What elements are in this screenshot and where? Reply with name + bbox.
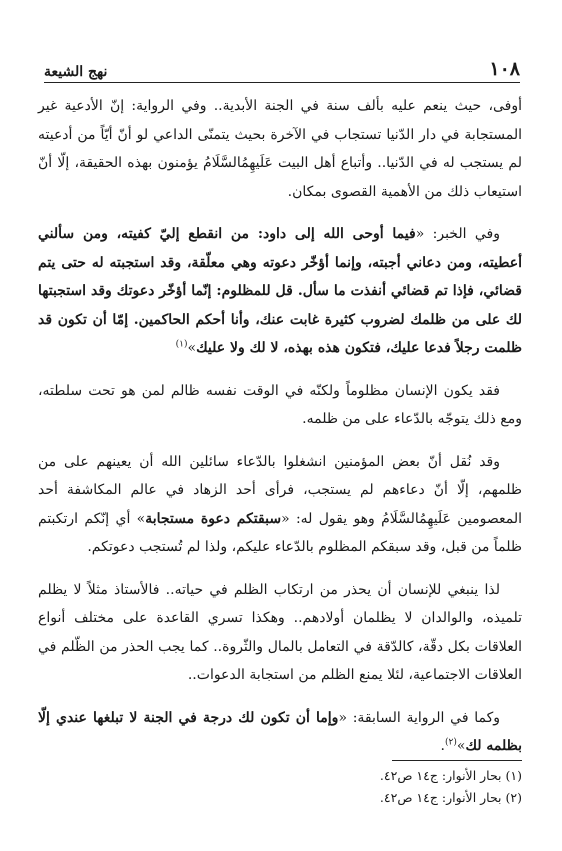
footnote-ref-1: (١): [175, 339, 188, 350]
running-title: نهج الشيعة: [44, 64, 108, 80]
footnote-1: (١) بحار الأنوار: ج١٤ ص٤٢.: [379, 768, 522, 783]
paragraph-6-end: .: [440, 738, 445, 754]
paragraph-3: [38, 377, 522, 434]
paragraph-4: [38, 448, 522, 562]
footnotes: [38, 760, 522, 809]
paragraph-6-intro: وكما في الرواية السابقة: «: [338, 709, 500, 726]
paragraph-2-intro: وفي الخبر: «: [415, 226, 500, 242]
paragraph-4-part1: وقد نُقل أنّ بعض المؤمنين انشغلوا بالدّعاء سائلين الله أن يعينهم على من ظلمهم، إلّا أنّ دعاءهم لم يستجب، فرأى أحد الزهاد في عالم المكاشفة أحد المعصومين عَلَيهِمُالسَّلَامُ وهو يقول له: «: [38, 453, 522, 527]
paragraph-5: [38, 576, 522, 690]
paragraph-1-text: أوفى، حيث ينعم عليه بألف سنة في الجنة الأبدية.. وفي الرواية: إنّ الأدعية غير المستجابة في دار الدّنيا تستجاب في الآخرة بحيث يتمنّى الداعي لو أنّ أيّاً من أدعيته لم يستجب له في الدّنيا.. وأتباع أهل البيت عَلَيهِمُالسَّلَامُ يؤمنون بهذه الحقيقة، إلّا أنّ استيعاب ذلك من الأهمية القصوى بمكان.: [38, 98, 522, 200]
page-header: [44, 52, 520, 83]
paragraph-6: [38, 704, 522, 761]
paragraph-3-text: فقد يكون الإنسان مظلوماً ولكنّه في الوقت نفسه ظالم لمن هو تحت سلطته، ومع ذلك يتوجّه بالدّعاء على من ظلمه.: [38, 382, 522, 427]
paragraph-5-text: لذا ينبغي للإنسان أن يحذر من ارتكاب الظلم في حياته.. فالأستاذ مثلاً لا يظلم تلميذه، والوالدان لا يظلمان أولادهم.. وهكذا تسري القاعدة على مختلف أنواع العلاقات بكل دقّة، كالدّقة في التعامل بالمال والثّروة.. كما يجب الحذر من الظّلم في العلاقات الاجتماعية، لئلا يمنع الظلم من استجابة الدعوات..: [38, 581, 522, 683]
paragraph-6-quote: وإما أن تكون لك درجة في الجنة لا تبلغها عندي إلّا بظلمه لك: [38, 709, 522, 754]
page-number: ١٠٨: [489, 58, 520, 80]
paragraph-4-quote: سبقتكم دعوة مستجابة: [145, 510, 282, 527]
footnote-2: (٢) بحار الأنوار: ج١٤ ص٤٢.: [379, 790, 522, 805]
paragraph-1: [38, 92, 522, 206]
paragraph-2-close: »: [187, 340, 197, 356]
footnote-divider: [392, 760, 522, 761]
paragraph-6-close: »: [456, 738, 466, 754]
footnote-ref-2: (٢): [444, 737, 457, 748]
paragraph-2-quote: فيما أوحى الله إلى داود: من انقطع إليّ كفيته، ومن سألني أعطيته، ومن دعاني أجبته، وإنما أؤخّر دعوته وهي معلّقة، وقد استجبته له حتى يتم قضائي، فإذا تم قضائي أنفذت ما سأل. قل للمظلوم: إنّما أؤخّر دعوتك وقد استجبتها لك على من ظلمك لضروب كثيرة غابت عنك، وأنا أحكم الحاكمين. إمّا أن تكون قد ظلمت رجلاً فدعا عليك، فتكون هذه بهذه، لا لك ولا عليك: [38, 226, 522, 356]
paragraph-4-part2: » أي إنّكم ارتكبتم ظلماً من قبل، وقد سبقكم المظلوم بالدّعاء عليكم، ولذا لم تُستجب دعوتكم.: [38, 510, 522, 555]
page-body: [38, 92, 522, 775]
paragraph-2: [38, 220, 522, 363]
